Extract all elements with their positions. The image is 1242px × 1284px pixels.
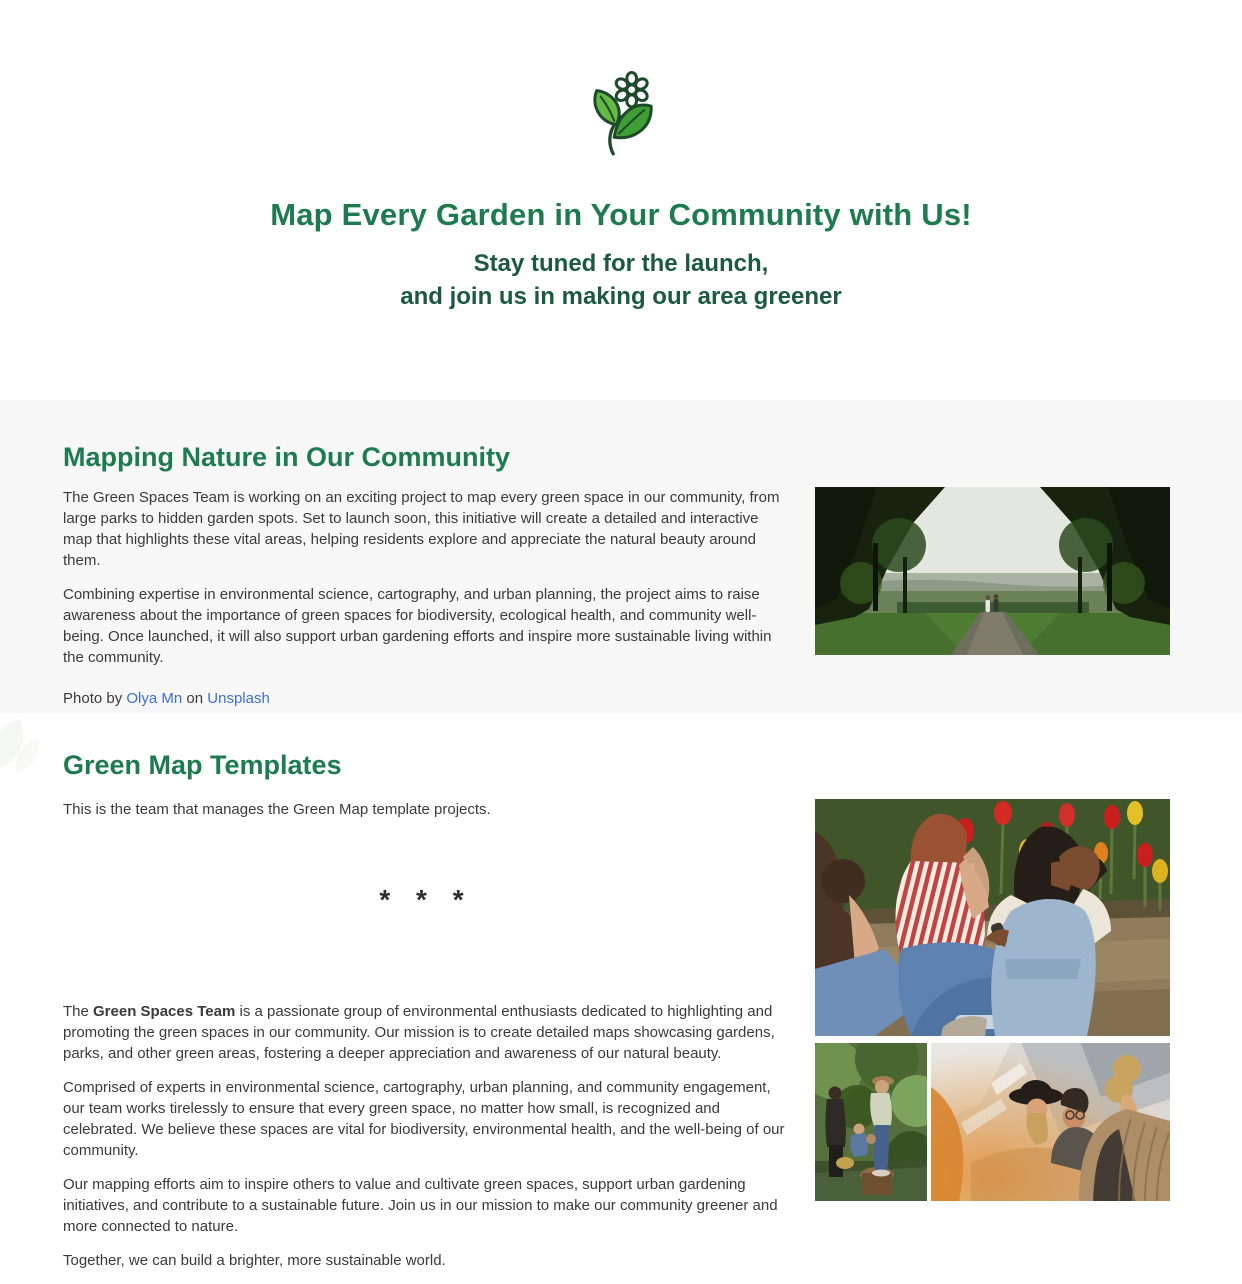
team-name-bold: Green Spaces Team — [93, 1003, 236, 1021]
leaf-watermark-decoration — [0, 709, 56, 784]
about-team-text — [63, 1001, 789, 1271]
asterisk-divider: * * * — [379, 884, 473, 915]
mapping-paragraph-2: Combining expertise in environmental science, cartography, and urban planning, the project aims to raise awareness about the importance of green spaces for biodiversity, ecological health, and community well-being. Once launched, it will also support urban gardening efforts and inspire more sustainable living within the community. — [63, 586, 772, 666]
about-paragraph-2: Comprised of experts in environmental science, cartography, urban planning, and community engagement, our team works tirelessly to ensure that every green space, no matter how small, is recognized and celebrated. We believe these spaces are vital for biodiversity, environmental health, and the well-being of our community. — [63, 1079, 785, 1160]
mapping-image-column — [815, 487, 1170, 655]
mapping-nature-section — [0, 400, 1242, 713]
team-forest-photo — [815, 1043, 927, 1201]
subtitle-line-2: and join us in making our area greener — [400, 282, 842, 310]
about-p1-prefix: The — [63, 1003, 94, 1021]
about-paragraph-4: Together, we can build a brighter, more sustainable world. — [63, 1252, 446, 1270]
park-avenue-photo — [815, 487, 1170, 655]
templates-image-row — [815, 1043, 1170, 1201]
subtitle-line-1: Stay tuned for the launch, — [473, 250, 769, 277]
mapping-text-column — [63, 487, 789, 722]
mapping-paragraph-1: The Green Spaces Team is working on an exciting project to map every green space in our community, from large parks to hidden garden spots. Set to launch soon, this initiative will create a detailed and interactive map that highlights these vital areas, helping residents explore and appreciate the natural beauty around them. — [63, 489, 780, 569]
team-tulips-photo — [815, 799, 1170, 1036]
photo-credit — [63, 688, 789, 709]
team-laughing-photo — [931, 1043, 1170, 1201]
green-map-templates-section — [0, 713, 1242, 1270]
photo-author-link[interactable]: Olya Mn — [126, 690, 183, 707]
templates-section-heading: Green Map Templates — [63, 750, 342, 780]
flower-logo-icon — [586, 66, 656, 165]
photo-credit-middle: on — [182, 690, 208, 707]
about-paragraph-1 — [63, 1001, 789, 1064]
templates-intro: This is the team that manages the Green Map template projects. — [63, 801, 491, 818]
unsplash-link[interactable]: Unsplash — [207, 690, 270, 707]
templates-text-column — [63, 799, 789, 1284]
hero-section — [0, 0, 1242, 400]
about-paragraph-3: Our mapping efforts aim to inspire others to value and cultivate green spaces, support urban gardening initiatives, and contribute to a sustainable future. Join us in our mission to make our community greener and more connected to nature. — [63, 1176, 778, 1236]
page-title: Map Every Garden in Your Community with Us! — [270, 197, 972, 232]
about-p1-rest: is a passionate group of environmental enthusiasts dedicated to highlighting and promoting the green spaces in our community. Our mission is to create detailed maps showcasing gardens, parks, and other green areas, fostering a deeper appreciation and awareness of our natural beauty. — [63, 1003, 775, 1063]
templates-image-column — [815, 799, 1170, 1201]
photo-credit-prefix: Photo by — [63, 690, 127, 707]
page-subtitle — [0, 248, 1242, 313]
mapping-section-heading: Mapping Nature in Our Community — [63, 442, 511, 472]
